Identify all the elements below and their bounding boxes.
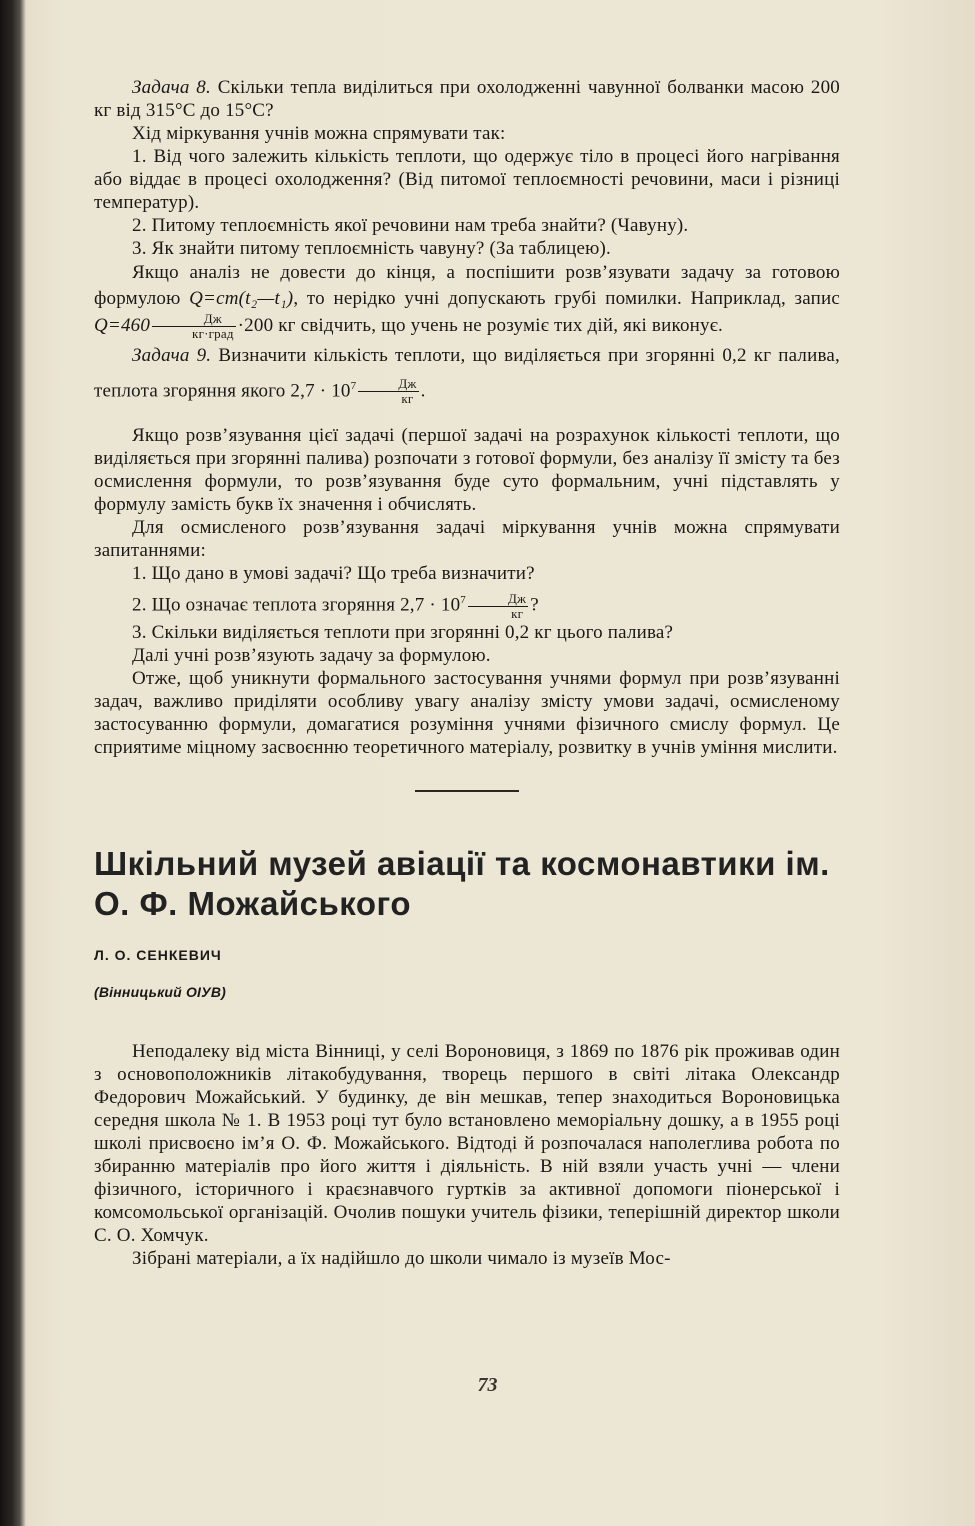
meaningful-question-2-exponent: 7 [460,594,466,607]
page-number: 73 [477,1374,498,1396]
question-2: 2. Питому теплоємність якої речовини нам треба знайти? (Чавуну). [132,215,689,236]
formal-solution-paragraph: Якщо розв’язування цієї задачі (першої задачі на розрахунок кількості теплоти, що виділяється при згорянні палива) розпочати з готової формули, без аналізу її змісту та без осмислення формули, то розв’язування буде суто формальним, учні підставлять у формулу замість букв їх значення і обчислять. [94,425,840,516]
article-author: Л. О. СЕНКЕВИЧ [94,946,222,963]
example-fraction [152,312,236,341]
analysis-text-b: , то нерідко учні допускають грубі помилки. Наприклад, запис [293,288,840,309]
question-3: 3. Як знайти питому теплоємність чавуну? (За таблицею). [132,238,611,259]
task-9-text: Визначити кількість теплоти, що виділяється при згорянні 0,2 кг палива, теплота згоряння якого 2,7 · 10 [94,345,840,402]
meaningful-question-2 [94,585,840,620]
text-column [94,76,840,1270]
task-9-paragraph [94,341,840,406]
example-fraction-numerator: Дж [152,312,236,327]
meaningful-question-2-fraction-numerator: Дж [468,592,528,607]
meaningful-question-2-fraction [468,592,528,621]
section-divider [415,790,519,792]
task-9-exponent: 7 [350,380,357,392]
task-9-fraction-denominator: кг [401,391,414,407]
example-fraction-denominator: кг·град [192,326,234,341]
example-formula-end: ·200 кг свідчить, що учень не розуміє тих дій, які виконує. [237,314,724,336]
example-formula-start: Q=460 [94,314,151,336]
analysis-text-a: Якщо аналіз не довести до кінця, а поспішити розв’язувати задачу за готовою формулою [94,262,840,309]
article-affiliation: (Вінницький ОІУВ) [94,983,227,1000]
meaningful-question-2-end: ? [530,594,539,616]
article-title: Шкільний музей авіації та космонавтики ім. О. Ф. Можайського [94,844,830,922]
meaningful-solution-paragraph: Для осмисленого розв’язування задачі міркування учнів можна спрямувати запитаннями: [94,517,840,562]
task-8-paragraph [94,76,840,122]
book-spine-shadow [0,0,26,1526]
meaningful-question-3: 3. Скільки виділяється теплоти при згорянні 0,2 кг цього палива? [132,621,674,643]
analysis-paragraph [94,260,840,341]
meaningful-question-1: 1. Що дано в умові задачі? Що треба визначити? [132,563,535,585]
meaningful-question-2-fraction-denominator: кг [511,605,524,621]
solve-by-formula: Далі учні розв’язують задачу за формулою. [132,644,491,666]
meaningful-question-2-text: 2. Що означає теплота згоряння 2,7 · 10 [132,594,461,616]
article-paragraph-2: Зібрані матеріали, а їх надійшло до школи чимало із музеїв Мос- [132,1247,671,1269]
conclusion-paragraph: Отже, щоб уникнути формального застосування учнями формул при розв’язуванні задач, важливо приділяти особливу увагу аналізу змісту умови задачі, осмисленому застосуванню формули, домагатися розуміння учнями фізичного смислу формул. Це сприятиме міцному засвоєнню теоретичного матеріалу, розвитку в учнів уміння мислити. [94,667,840,758]
task-9-fraction [358,377,418,406]
task-8-text: Скільки тепла виділиться при охолодженні чавунної болванки масою 200 кг від 315°С до 15°С? [94,77,840,121]
article-body [94,1040,840,1270]
task-9-label: Задача 9. [132,345,212,366]
article-paragraph-1: Неподалеку від міста Вінниці, у селі Вороновиця, з 1869 по 1876 рік проживав один з основоположників літакобудування, творець першого в світі літака Олександр Федорович Можайський. У будинку, де він мешкав, тепер знаходиться Вороновицька середня школа № 1. В 1953 році тут було встановлено меморіальну дошку, а в 1955 році школі присвоєно ім’я О. Ф. Можайського. Відтоді й розпочалася наполеглива робота по збиранню матеріалів про його життя і діяльність. В ній взяли участь учні — члени фізичного, історичного і краєзнавчого гуртків за активної допомоги піонерської і комсомольської організацій. Очолив пошуки учитель фізики, теперішній директор школи С. О. Хомчук. [94,1040,840,1246]
question-1: 1. Від чого залежить кількість теплоти, що одержує тіло в процесі його нагрівання або віддає в процесі охолодження? (Від питомої теплоємності речовини, маси і різниці температур). [94,146,840,213]
task-9-end: . [420,380,426,402]
task-8-label: Задача 8. [132,77,211,98]
reasoning-intro: Хід міркування учнів можна спрямувати так: [132,123,506,144]
spacer [94,406,840,424]
task-9-fraction-numerator: Дж [358,377,418,392]
formula-q: Q=cm(t₂—t₁) [189,288,294,309]
